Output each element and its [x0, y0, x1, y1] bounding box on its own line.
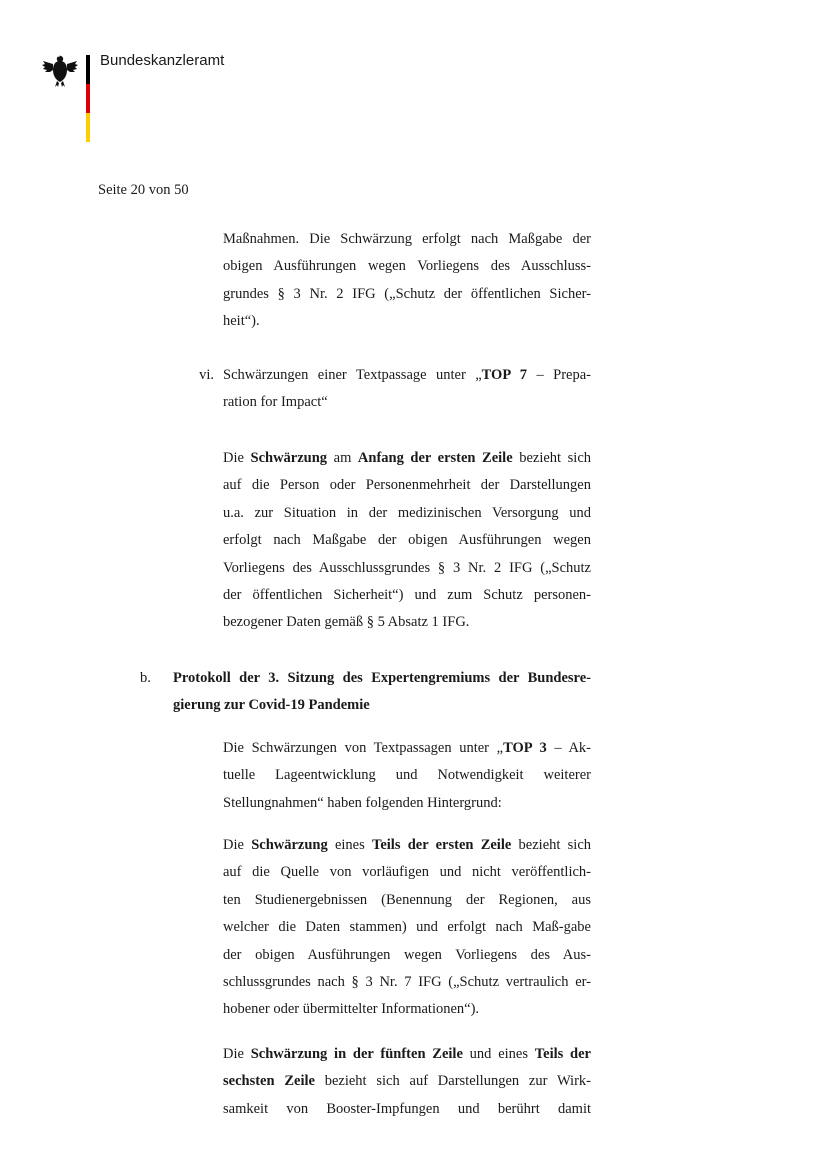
paragraph-fifth-line: Die Schwärzung in der fünften Zeile und eines Teils der sechsten Zeile bezieht sich auf Darstellungen zur Wirk- samkeit von Booster-Impfungen und berührt damit: [223, 1046, 591, 1117]
paragraph-continuation: Maßnahmen. Die Schwärzung erfolgt nach Maßgabe der obigen Ausführungen wegen Vorliegens des Ausschluss- grundes § 3 Nr. 2 IFG („Schutz der öffentlichen Sicher- heit“).: [223, 231, 591, 330]
organization-name: Bundeskanzleramt: [100, 52, 225, 69]
list-marker-b: b.: [140, 670, 151, 686]
list-marker-vi: vi.: [199, 367, 214, 383]
federal-eagle-logo: [42, 52, 78, 88]
german-flag-bar: [86, 55, 90, 142]
paragraph-top7: Die Schwärzung am Anfang der ersten Zeile bezieht sich auf die Person oder Personenmehrheit der Darstellungen u.a. zur Situation in der medizinischen Versorgung und erfolgt nach Maßgabe der obigen Ausführungen wegen Vorliegens des Ausschlussgrundes § 3 Nr. 2 IFG („Schutz der öffentlichen Sicherheit“) und zum Schutz personen- bezogener Daten gemäß § 5 Absatz 1 IFG.: [223, 450, 592, 631]
list-item-vi: Schwärzungen einer Textpassage unter „TOP 7 – Prepa- ration for Impact“: [223, 367, 591, 411]
page-number: Seite 20 von 50: [98, 182, 189, 198]
section-heading-b: Protokoll der 3. Sitzung des Expertengremiums der Bundesre- gierung zur Covid-19 Pandemie: [173, 670, 591, 714]
paragraph-top3-intro: Die Schwärzungen von Textpassagen unter „TOP 3 – Ak- tuelle Lageentwicklung und Notwendigkeit weiterer Stellungnahmen“ haben folgenden Hintergrund:: [223, 740, 592, 811]
paragraph-first-line: Die Schwärzung eines Teils der ersten Zeile bezieht sich auf die Quelle von vorläufigen und nicht veröffentlich- ten Studienergebnissen (Benennung der Regionen, aus welcher die Daten stammen) und erfolgt nach Maß-gabe der obigen Ausführungen wegen Vorliegens des Aus- schlussgrundes nach § 3 Nr. 7 IFG („Schutz vertraulich er- hobener oder übermittelter Informationen“).: [223, 837, 592, 1018]
